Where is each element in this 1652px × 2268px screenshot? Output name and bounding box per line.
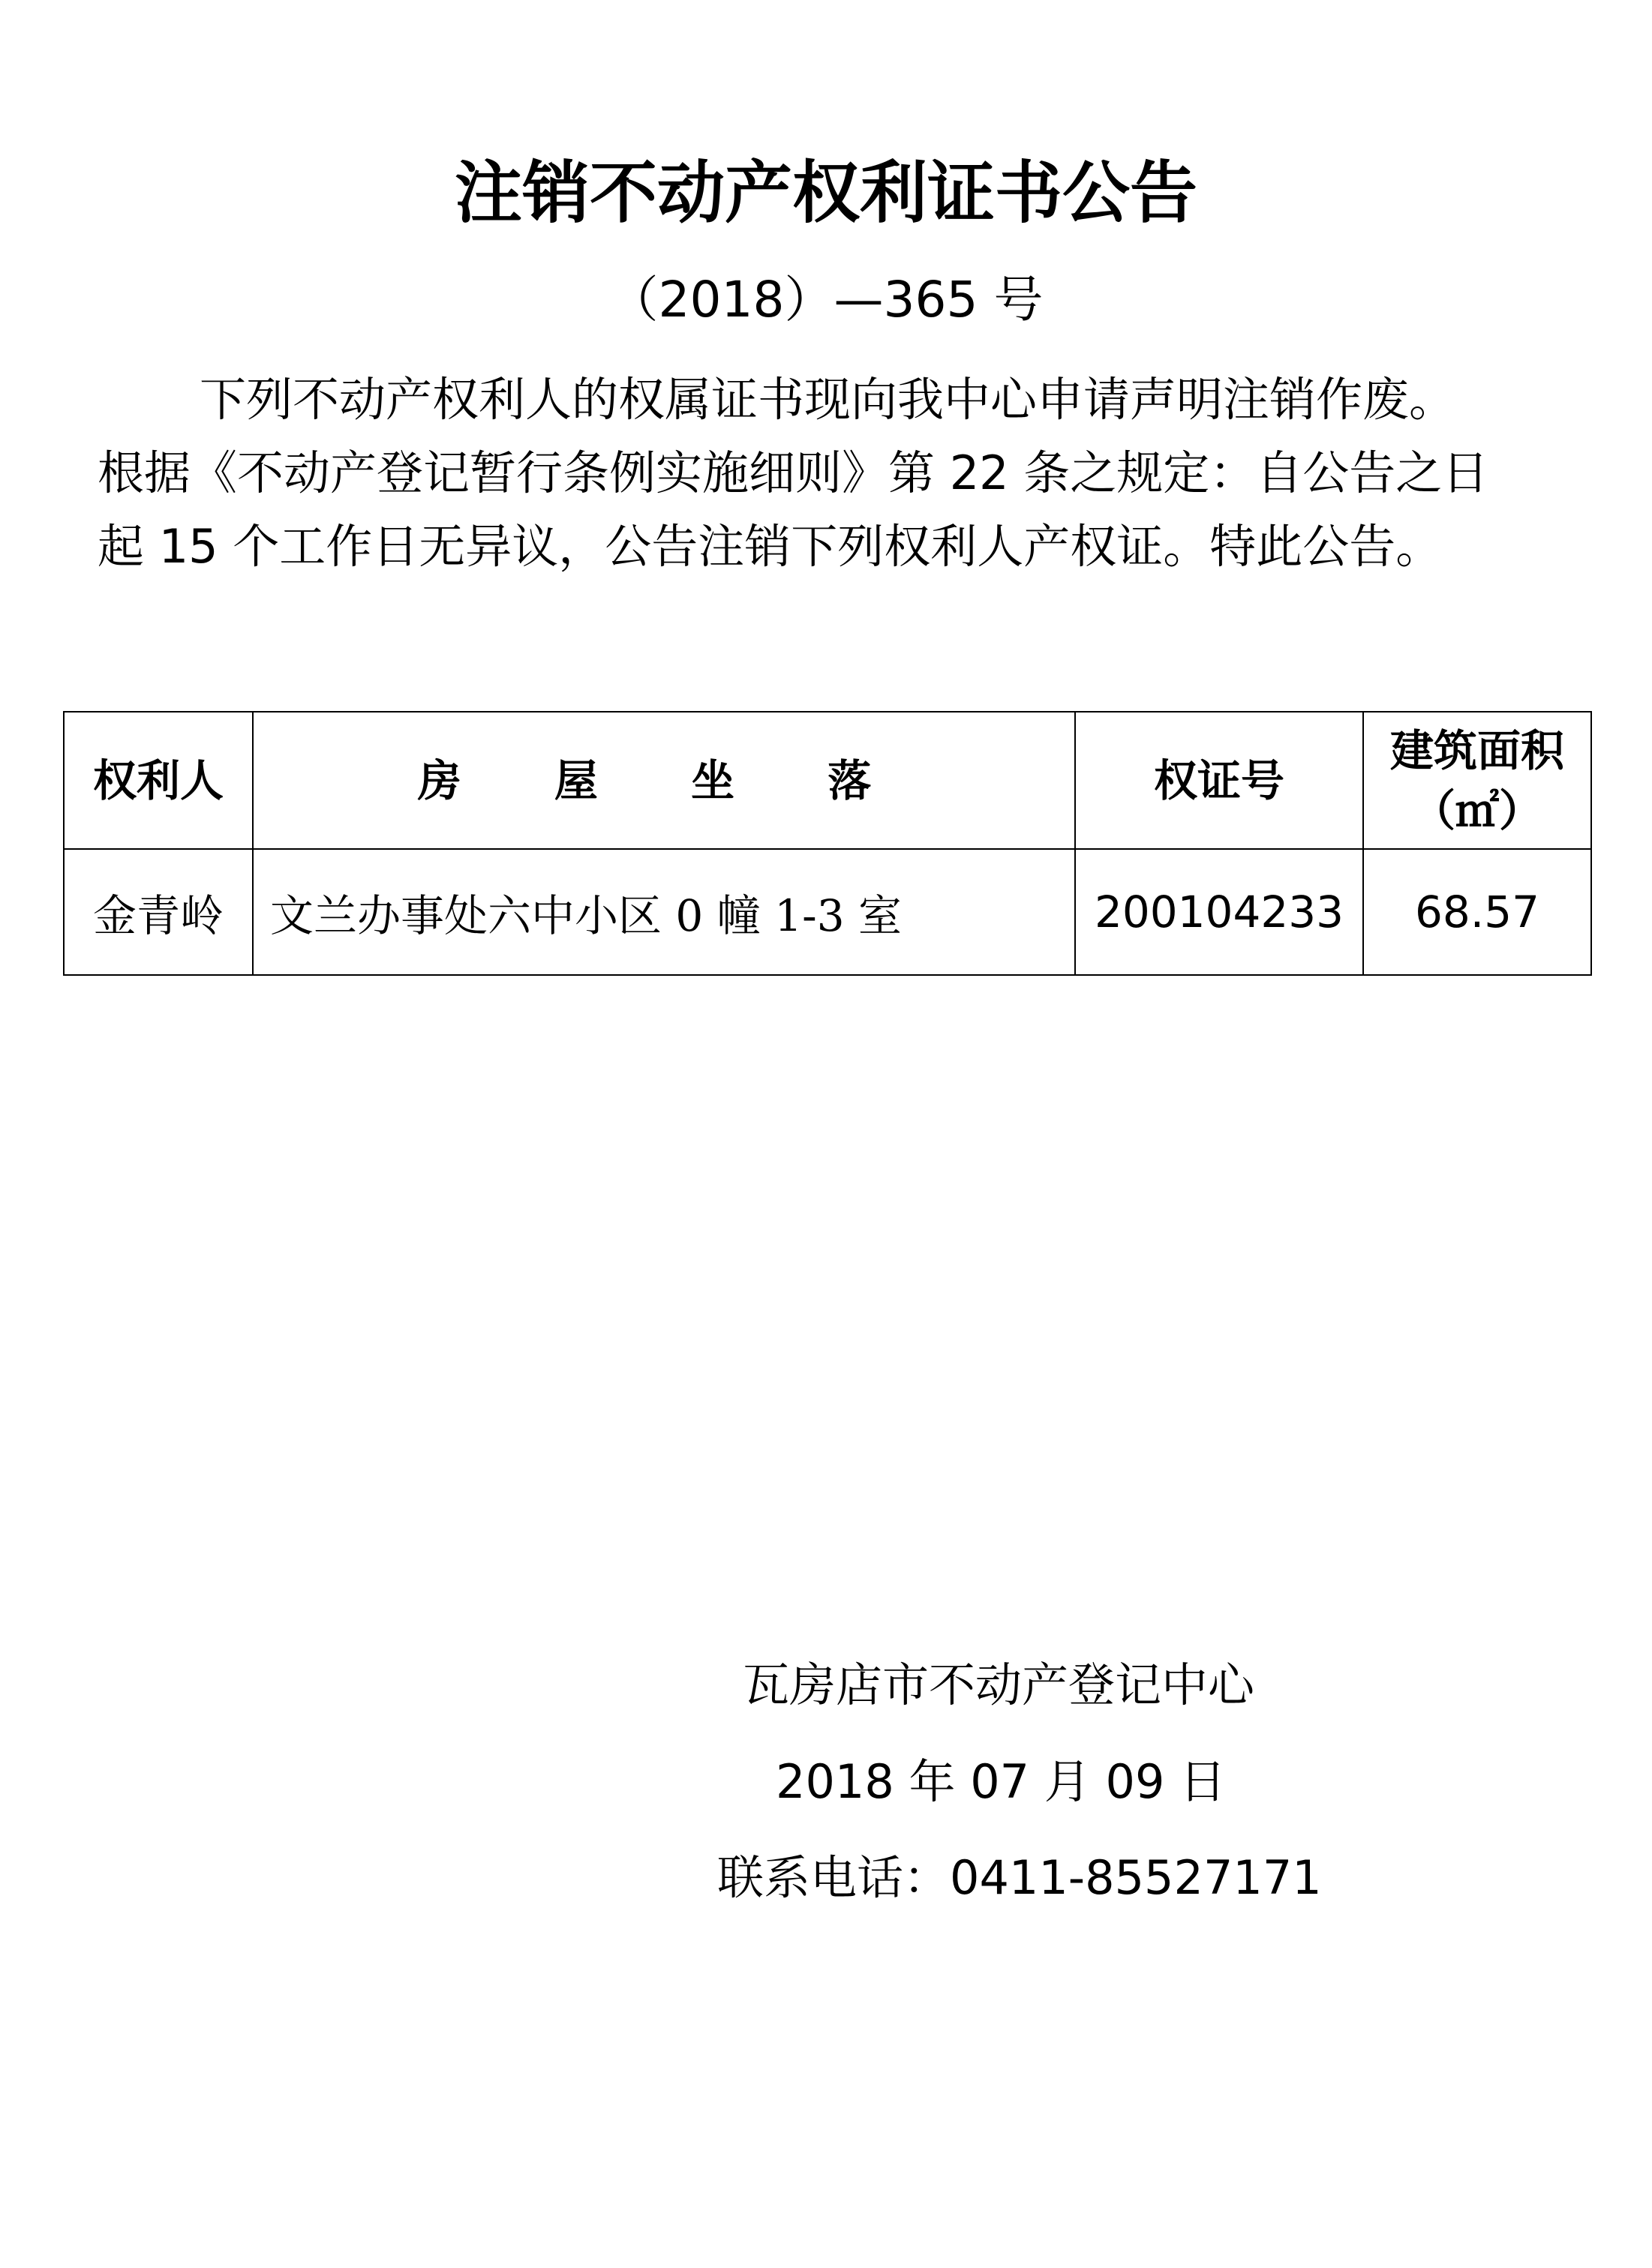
page-title: 注销不动产权利证书公告 xyxy=(455,154,1197,232)
header-certificate: 权证号 xyxy=(1075,712,1363,849)
notice-body xyxy=(98,363,1568,584)
issuer-name: 瓦房店市不动产登记中心 xyxy=(743,1658,1255,1712)
table-header-row xyxy=(64,712,1591,849)
cancellation-table xyxy=(63,711,1592,976)
header-location-label: 房 屋 坐 落 xyxy=(417,754,911,806)
header-area-unit: （㎡） xyxy=(1411,784,1542,836)
cell-certificate: 200104233 xyxy=(1075,849,1363,975)
header-area-label: 建筑面积 xyxy=(1389,724,1564,776)
notice-body-line-3: 起 15 个工作日无异议，公告注销下列权利人产权证。特此公告。 xyxy=(98,519,1443,574)
header-location xyxy=(253,712,1075,849)
cell-location: 文兰办事处六中小区 0 幢 1-3 室 xyxy=(253,849,1075,975)
header-owner: 权利人 xyxy=(64,712,253,849)
header-area xyxy=(1363,712,1591,849)
contact-phone: 联系电话：0411-85527171 xyxy=(717,1850,1322,1905)
cell-owner: 金青岭 xyxy=(64,849,253,975)
table-row xyxy=(64,849,1591,975)
cell-area: 68.57 xyxy=(1363,849,1591,975)
issue-date: 2018 年 07 月 09 日 xyxy=(776,1754,1227,1809)
notice-body-line-1: 下列不动产权利人的权属证书现向我中心申请声明注销作废。 xyxy=(200,372,1456,427)
notice-body-line-2: 根据《不动产登记暂行条例实施细则》第 22 条之规定：自公告之日 xyxy=(98,446,1489,500)
document-number: （2018）—365 号 xyxy=(608,271,1044,328)
